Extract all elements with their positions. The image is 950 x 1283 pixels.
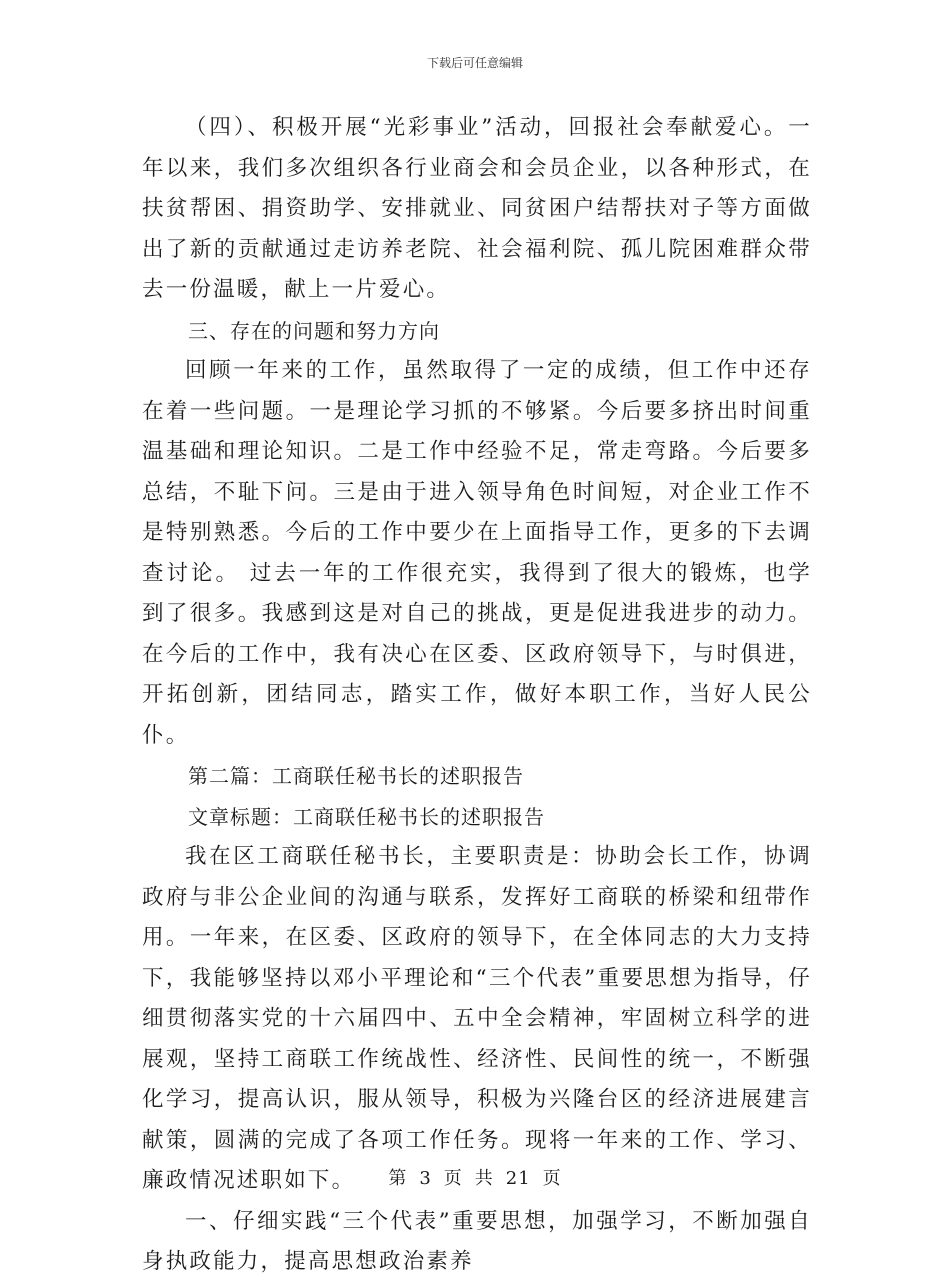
footer-prefix: 第 xyxy=(388,1168,408,1189)
footer-total-word: 共 xyxy=(474,1168,494,1189)
footer-page-number: 3 xyxy=(419,1168,432,1189)
page-header: 下载后可任意编辑 xyxy=(426,56,523,70)
document-body xyxy=(142,108,812,1283)
paragraph-duties: 我在区工商联任秘书长，主要职责是：协助会长工作，协调政府与非公企业间的沟通与联系，发挥好工商联的桥梁和纽带作用。一年来，在区委、区政府的领导下，在全体同志的大力支持下，我能够坚持以邓小平理论和“三个代表”重要思想为指导，仔细贯彻落实党的十六届四中、五中全会精神，牢固树立科学的进展观，坚持工商联工作统战性、经济性、民间性的统一，不断强化学习，提高认识，服从领导，积极为兴隆台区的经济进展建言献策，圆满的完成了各项工作任务。现将一年来的工作、学习、廉政情况述职如下。 xyxy=(142,844,812,1193)
page-footer xyxy=(0,1164,950,1190)
footer-total-pages: 21 xyxy=(505,1168,531,1189)
section-heading-problems: 三、存在的问题和努力方向 xyxy=(188,318,440,343)
chapter-heading: 第二篇：工商联任秘书长的述职报告 xyxy=(188,764,524,788)
footer-page-word: 页 xyxy=(443,1168,463,1189)
paragraph-review: 回顾一年来的工作，虽然取得了一定的成绩，但工作中还存在着一些问题。一是理论学习抓的不够紧。今后要多挤出时间重温基础和理论知识。二是工作中经验不足，常走弯路。今后要多总结，不耻下问。三是由于进入领导角色时间短，对企业工作不是特别熟悉。今后的工作中要少在上面指导工作，更多的下去调查讨论。 过去一年的工作很充实，我得到了很大的锻炼，也学到了很多。我感到这是对自己的挑战，更是促进我进步的动力。在今后的工作中，我有决心在区委、区政府领导下，与时俱进，开拓创新，团结同志，踏实工作，做好本职工作，当好人民公仆。 xyxy=(142,358,812,748)
paragraph-charity: （四）、积极开展“光彩事业”活动，回报社会奉献爱心。一年以来，我们多次组织各行业商会和会员企业，以各种形式，在扶贫帮困、捐资助学、安排就业、同贫困户结帮扶对子等方面做出了新的贡献通过走访养老院、社会福利院、孤儿院困难群众带去一份温暖，献上一片爱心。 xyxy=(142,115,812,302)
article-title: 文章标题：工商联任秘书长的述职报告 xyxy=(188,804,545,829)
paragraph-practice: 一、仔细实践“三个代表”重要思想，加强学习，不断加强自身执政能力，提高思想政治素养 xyxy=(142,1208,812,1274)
footer-suffix: 页 xyxy=(542,1168,562,1189)
